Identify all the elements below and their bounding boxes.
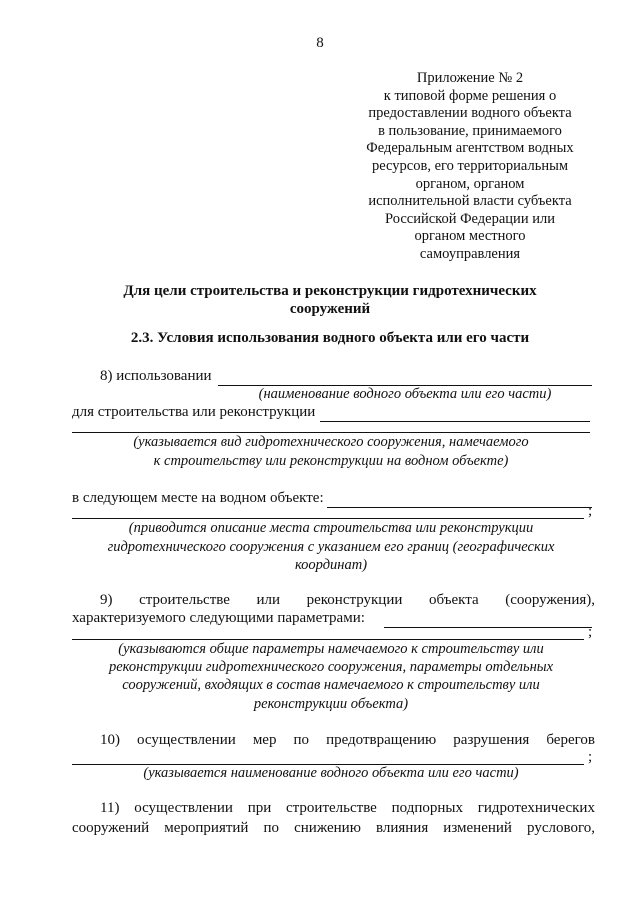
word: 10): [100, 732, 120, 748]
document-heading: [100, 282, 560, 318]
item8-label: 8) использовании: [100, 368, 212, 384]
word: строительстве: [286, 800, 377, 816]
item9-fill-line-2[interactable]: [72, 639, 584, 640]
item10-hint: (указывается наименование водного объекта или его части): [143, 765, 519, 781]
word: (сооружения),: [505, 592, 595, 608]
word: 9): [100, 592, 113, 608]
word: при: [247, 800, 272, 816]
word: строительстве: [139, 592, 230, 608]
item8-hint-structure-b: к строительству или реконструкции на водном объекте): [153, 453, 509, 469]
word: осуществлении: [137, 732, 236, 748]
word: 11): [100, 800, 120, 816]
item8-hint-place-c: координат): [294, 557, 368, 573]
appendix-line: Приложение № 2: [416, 70, 524, 86]
item9-hint-d: реконструкции объекта): [253, 696, 409, 712]
word: сооружений: [72, 820, 150, 836]
item8-fill-line-2[interactable]: [320, 421, 590, 422]
item8-hint-structure-a: (указывается вид гидротехнического сооружения, намечаемого: [133, 434, 529, 450]
appendix-line: самоуправления: [419, 245, 521, 262]
word: берегов: [546, 732, 595, 748]
word: мер: [252, 732, 277, 748]
heading-line: сооружений: [289, 301, 371, 317]
word: осуществлении: [134, 800, 233, 816]
appendix-line: ресурсов, его территориальным: [372, 157, 568, 174]
heading-line: Для цели строительства и реконструкции гидротехнических: [123, 283, 537, 299]
word: по: [293, 732, 310, 748]
item8-place-fill-line[interactable]: [327, 507, 592, 508]
appendix-line: Федеральным агентством водных: [366, 140, 574, 157]
word: руслового,: [527, 820, 595, 836]
word: подпорных: [391, 800, 463, 816]
word: по: [263, 820, 280, 836]
word: разрушения: [453, 732, 530, 748]
word: объекта: [428, 592, 479, 608]
item8-place-fill-line-2[interactable]: [72, 518, 584, 519]
item11-line1: [100, 800, 595, 817]
section-title: 2.3. Условия использования водного объекта или его части: [130, 330, 530, 346]
appendix-line: исполнительной власти субъекта: [368, 193, 572, 210]
appendix-line: органом, органом: [415, 175, 525, 192]
item11-line2: [72, 820, 595, 837]
item8-hint-place-b: гидротехнического сооружения с указанием его границ (географических: [107, 539, 555, 555]
item9-fill-line[interactable]: [384, 627, 592, 628]
appendix-line: в пользование, принимаемого: [378, 122, 562, 139]
word: реконструкции: [306, 592, 403, 608]
item9-line2: характеризуемого следующими параметрами:: [72, 610, 365, 626]
word: предотвращению: [326, 732, 437, 748]
appendix-line: органом местного: [414, 228, 526, 245]
item10-semicolon: ;: [588, 749, 593, 765]
appendix-line: Российской Федерации или: [385, 210, 555, 227]
item8-hint-waterbody: (наименование водного объекта или его части): [258, 386, 552, 402]
word: снижению: [294, 820, 361, 836]
word: или: [256, 592, 281, 608]
item8-line2: для строительства или реконструкции: [72, 404, 316, 420]
item8-semicolon: ;: [588, 503, 593, 519]
item9-hint-a: (указываются общие параметры намечаемого к строительству или: [118, 641, 544, 657]
appendix-note: [360, 70, 580, 264]
item9-hint-c: сооружений, входящих в состав намечаемого к строительству или: [122, 677, 540, 693]
word: влияния: [375, 820, 429, 836]
item9-hint-b: реконструкции гидротехнического сооружения, параметры отдельных: [108, 659, 554, 675]
appendix-line: к типовой форме решения о: [383, 87, 557, 104]
item8-place-label: в следующем месте на водном объекте:: [72, 490, 324, 506]
item9-line1: [100, 592, 595, 609]
word: гидротехнических: [477, 800, 595, 816]
item10-line1: [100, 732, 595, 749]
word: изменений: [443, 820, 512, 836]
item8-fill-line-3[interactable]: [72, 432, 590, 433]
page-number: 8: [316, 35, 324, 51]
item8-hint-place-a: (приводится описание места строительства или реконструкции: [128, 520, 534, 536]
word: мероприятий: [164, 820, 249, 836]
appendix-line: предоставлении водного объекта: [368, 105, 572, 122]
item9-semicolon: ;: [588, 624, 593, 640]
